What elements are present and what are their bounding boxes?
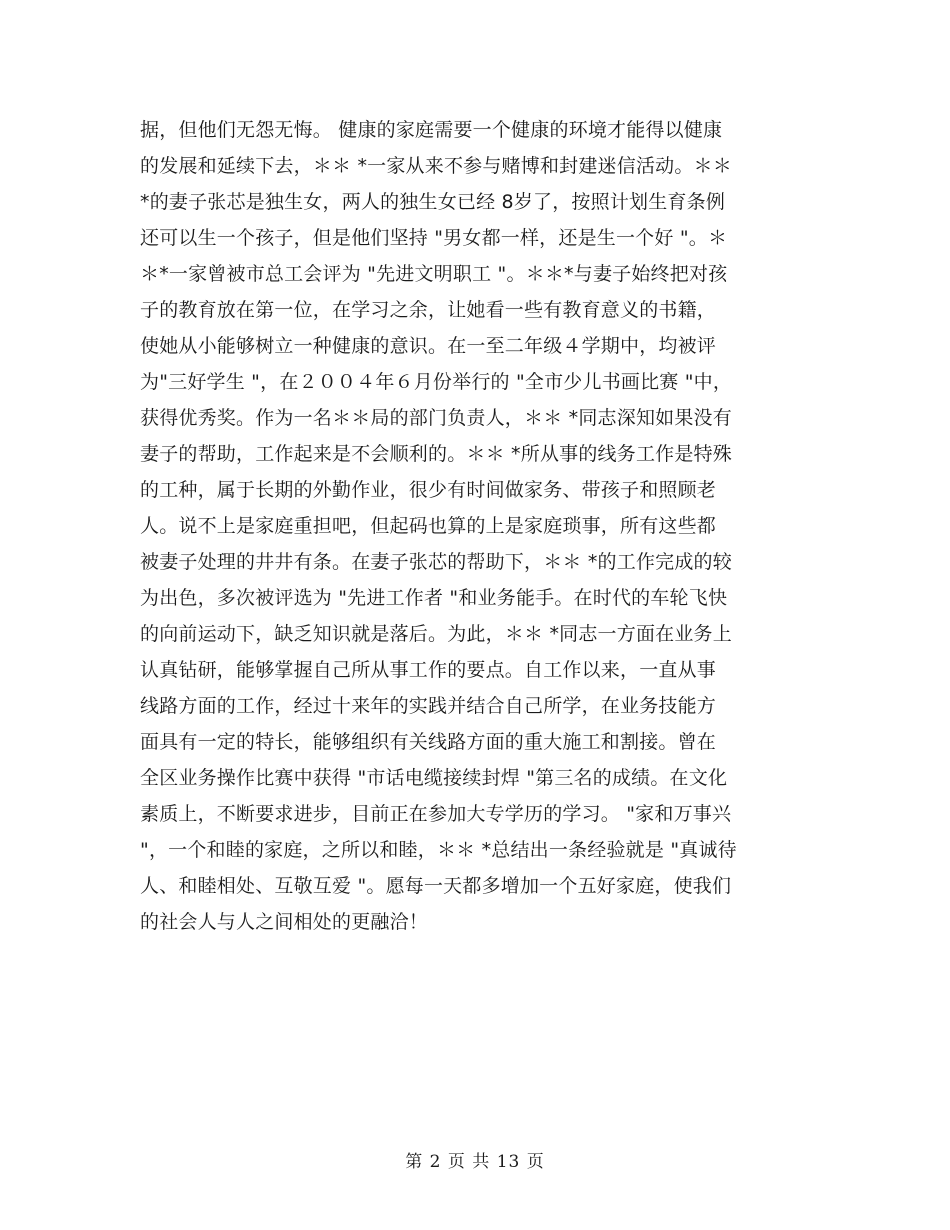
text-line: 子的教育放在第一位，在学习之余，让她看一些有教育意义的书籍，	[140, 299, 717, 321]
text-line: 为"三好学生 "，在２００４年６月份举行的 "全市少儿书画比赛 "中，	[140, 371, 733, 393]
text-line: 线路方面的工作，经过十来年的实践并结合自己所学，在业务技能方	[140, 695, 717, 717]
text-line: 认真钻研，能够掌握自己所从事工作的要点。自工作以来，一直从事	[140, 659, 717, 681]
text-line: 使她从小能够树立一种健康的意识。在一至二年级４学期中，均被评	[140, 335, 717, 357]
text-line: 还可以生一个孩子，但是他们坚持 "男女都一样，还是生一个好 "。＊	[140, 227, 728, 249]
text-line: 获得优秀奖。作为一名＊＊局的部门负责人，＊＊ *同志深知如果没有	[140, 407, 732, 429]
text-line: "，一个和睦的家庭，之所以和睦，＊＊ *总结出一条经验就是 "真诚待	[140, 839, 737, 861]
text-line: 面具有一定的特长，能够组织有关线路方面的重大施工和割接。曾在	[140, 731, 717, 753]
text-line: ＊*一家曾被市总工会评为 "先进文明职工 "。＊＊*与妻子始终把对孩	[140, 263, 728, 285]
text-line: 人、和睦相处、互敬互爱 "。愿每一天都多增加一个五好家庭，使我们	[140, 875, 732, 897]
text-line: 人。说不上是家庭重担吧，但起码也算的上是家庭琐事，所有这些都	[140, 515, 717, 537]
page-footer: 第 2 页 共 13 页	[405, 1152, 545, 1172]
text-line: 全区业务操作比赛中获得 "市话电缆接续封焊 "第三名的成绩。在文化	[140, 767, 728, 789]
text-line: 据，但他们无怨无悔。 健康的家庭需要一个健康的环境才能得以健康	[140, 119, 723, 141]
text-line: 被妻子处理的井井有条。在妻子张芯的帮助下，＊＊ *的工作完成的较	[140, 551, 732, 573]
text-line: 妻子的帮助，工作起来是不会顺利的。＊＊ *所从事的线务工作是特殊	[140, 443, 732, 465]
text-line: 的向前运动下，缺乏知识就是落后。为此，＊＊ *同志一方面在业务上	[140, 623, 732, 645]
text-line: 素质上，不断要求进步，目前正在参加大专学历的学习。 "家和万事兴	[140, 803, 732, 825]
text-line: *的妻子张芯是独生女，两人的独生女已经 8岁了，按照计划生育条例	[140, 191, 726, 213]
text-line: 为出色，多次被评选为 "先进工作者 "和业务能手。在时代的车轮飞快	[140, 587, 728, 609]
text-line: 的工种，属于长期的外勤作业，很少有时间做家务、带孩子和照顾老	[140, 479, 717, 501]
text-line: 的发展和延续下去，＊＊ *一家从来不参与赌博和封建迷信活动。＊＊	[140, 155, 732, 177]
body-text	[140, 112, 820, 940]
text-line: 的社会人与人之间相处的更融洽！	[140, 911, 429, 933]
